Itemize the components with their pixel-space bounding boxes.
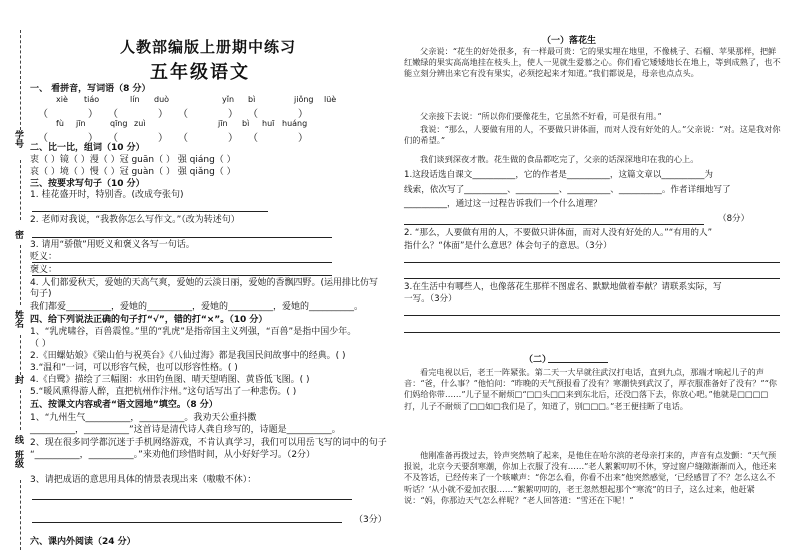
binding-strip: [8, 30, 30, 550]
reading1-title: （一）落花生: [542, 36, 597, 46]
question-text: 2. 老师对我说，“我教你怎么写作文。”（改为转述句）: [30, 215, 240, 225]
binding-line: [20, 245, 22, 305]
binding-label-name: 姓名: [13, 310, 23, 328]
fill-in-poem[interactable]: 1、“九州生气__________，__________。我劝天公重抖擞: [30, 413, 257, 423]
binding-line: [20, 390, 22, 430]
pinyin: bì: [242, 119, 250, 128]
judgement-item[interactable]: 5.“暖风熏得游人醉，直把杭州作汴州。”这句话写出了一种悲伤。( ): [30, 387, 297, 397]
reading2-paragraph: 他刚准备再拨过去，铃声突然响了起来，是他住在哈尔滨的老母亲打来的，声音有点发颤：“天气预报说，北京今天要刮寒潮，你加上衣服了没有……”老人絮絮叨叨不休，穿过窗户缝隙渐渐而入，他还来不及答话，已经传来了一个咳嗽声：“你怎么看，你看不出来”他突然感觉，‘已经感冒了不？怎么这么不听话？’从小就不爱加衣服……”絮絮叨叨的，老王忽然想起那个“寒流”的日子，这么过来，他赶紧说：“妈，你那边天气怎么样呢？”老人回答道：“雪还在下呢！”: [404, 450, 777, 505]
pinyin: xiè: [56, 95, 68, 104]
score-label: （8分）: [718, 214, 750, 224]
title-blank[interactable]: [548, 362, 608, 363]
binding-line: [20, 30, 22, 130]
compare-row-1[interactable]: 衷（ ）镜（ ）漫（ ）冠 guān（ ） 强 qiáng（ ）: [30, 155, 236, 165]
right-column: [400, 30, 788, 550]
answer-line[interactable]: [32, 522, 342, 523]
answer-line[interactable]: [404, 332, 780, 333]
answer-line[interactable]: [404, 315, 780, 316]
question-label: 贬义：: [30, 252, 58, 262]
section4-heading: 四、给下列说法正确的句子打“√”，错的打“×”。（10 分）: [30, 315, 268, 325]
section2-heading: 二、比一比，组词（10 分）: [30, 143, 145, 153]
pinyin: jīn: [76, 119, 86, 128]
question-text: 1. 桂花盛开时，特别香。(改成夸张句): [30, 190, 184, 200]
binding-label-class: 班级: [13, 450, 23, 468]
answer-line[interactable]: [404, 262, 780, 263]
question-text: 3. 请用“骄傲”用贬义和褒义各写一句话。: [30, 240, 195, 250]
binding-mark: 封: [13, 375, 23, 384]
judgement-item: 1、“乳虎啸谷，百兽震惶。”里的“乳虎”是指帝国主义列强，“百兽”是指中国少年。: [30, 327, 357, 337]
reading1-paragraph: 我们谈到深夜才散。花生做的食品都吃完了，父亲的话深深地印在我的心上。: [420, 154, 699, 164]
section5-heading: 五、按课文内容或者“语文园地”填空。（8 分）: [30, 400, 218, 410]
answer-line[interactable]: [32, 499, 352, 500]
section3-heading: 三、按要求写句子（10 分）: [30, 179, 145, 189]
fill-in-sentence[interactable]: 我们都爱__________，爱她的__________，爱她的__________，爱她的__________。: [30, 302, 364, 312]
judgement-item[interactable]: 3.“温和”一词，可以形容气候，也可以形容性格。( ): [30, 363, 238, 373]
fill-in-poem[interactable]: __________，__________”这首诗是清代诗人龚自珍写的，诗题是__________。: [30, 425, 341, 435]
pinyin: qīng: [110, 119, 128, 128]
answer-line[interactable]: [404, 278, 780, 279]
judgement-item[interactable]: 4.《白鹭》描绘了三幅图：水田钓鱼图、晴天望哨图、黄昏低飞图。( ): [30, 375, 310, 385]
question-text: 句子): [30, 289, 52, 299]
judgement-item[interactable]: 2.《田螺姑娘》《梁山伯与祝英台》《八仙过海》都是我国民间故事中的经典。( ): [30, 351, 346, 361]
pinyin: duò: [154, 95, 170, 104]
question-text: 4. 人们都爱秋天，爱她的天高气爽，爱她的云淡日丽，爱她的香飘四野。(运用排比仿写: [30, 278, 378, 288]
answer-line[interactable]: [404, 224, 704, 225]
pinyin: jiǒng: [294, 95, 314, 104]
judgement-bracket[interactable]: （ ）: [30, 339, 51, 349]
reading1-paragraph: 我说：“那么，人要做有用的人，不要做只讲体面，而对人没有好处的人。”父亲说：“对。这是我对你们的希望。”: [404, 124, 781, 146]
binding-line: [20, 480, 22, 550]
pinyin: fù: [56, 119, 64, 128]
pinyin: huī: [262, 119, 275, 128]
pinyin: bì: [248, 95, 256, 104]
reading-question: 指什么？“体面”是什么意思？体会句子的意思。（3分）: [404, 241, 612, 251]
pinyin: jīn: [218, 119, 228, 128]
reading-question[interactable]: __________，通过这一过程告诉我们一个什么道理？: [404, 199, 602, 209]
section1-heading: 一、 看拼音，写词语（8 分）: [30, 84, 151, 94]
reading1-paragraph: 父亲接下去说：“所以你们要像花生，它虽然不好看，可是很有用。”: [420, 111, 662, 121]
answer-line[interactable]: [32, 275, 332, 276]
binding-label-student-no: 学号: [13, 130, 23, 148]
page-title: 人教部编版上册期中练习: [120, 38, 297, 56]
answer-brackets[interactable]: （ ） （ ） （ ） （ ）: [38, 109, 308, 120]
left-column: [30, 32, 390, 552]
binding-mark: 线: [13, 435, 23, 444]
binding-line: [20, 335, 22, 375]
pinyin: lüè: [324, 95, 337, 104]
pinyin: huáng: [282, 119, 308, 128]
pinyin: zuì: [134, 119, 146, 128]
reading2-paragraph: 看完电视以后，老王一阵紧张。第二天一大早就往武汉打电话，直到九点，那端才响起儿子的声音：“爸，什么事？”他怕问：“昨晚的天气预报看了没有？寒潮快到武汉了，厚衣服准备好了没有？”“你们妈给你带……”儿子显不耐烦□“□□头□□来到东北后，还没□落下去，你放心吧。”他就是□□□□打，儿子不耐烦了□□如□我们是了，知道了，别□□□。”老王便挂断了电话。: [404, 367, 777, 411]
question-label: 褒义：: [30, 265, 58, 275]
reading-question: 一写。（3分）: [404, 294, 457, 304]
question-text: 3、请把成语的意思用具体的情景表现出来（嗷嗷不休）：: [30, 475, 257, 485]
pinyin: lín: [130, 95, 140, 104]
reading-question[interactable]: 线索，依次写了__________、__________、__________、__________。作者详细地写了: [404, 185, 731, 195]
pinyin: tiáo: [84, 95, 100, 104]
compare-row-2[interactable]: 哀（ ）境（ ）慢（ ）冠 guàn（ ） 强 qiǎng（ ）: [30, 167, 236, 177]
answer-brackets[interactable]: （ ） （ ） （ ） （ ）: [38, 133, 308, 144]
reading2-title: （二）: [524, 355, 552, 365]
reading-question[interactable]: 1.这段话选自课文__________，它的作者是__________，这篇文章以__________为: [404, 170, 713, 180]
reading-question: 2. “那么，人要做有用的人，不要做只讲体面，而对人没有好处的人。”“有用的人”: [404, 228, 713, 238]
fill-in-quote[interactable]: “__________，__________。”来劝他们珍惜时间，从小好好学习。（2分）: [30, 450, 316, 460]
answer-line[interactable]: [32, 211, 268, 212]
score-label: （3分）: [354, 515, 387, 525]
binding-mark: 密: [13, 230, 23, 239]
page-subtitle: 五年级语文: [150, 62, 250, 83]
answer-line[interactable]: [32, 237, 332, 238]
answer-line[interactable]: [32, 262, 332, 263]
question-text: 2、现在很多同学都沉迷于手机网络游戏，不肯认真学习，我们可以用岳飞写的词中的句子: [30, 438, 387, 448]
pinyin: yǐn: [222, 95, 235, 104]
reading-question: 3.在生活中有哪些人，也像落花生那样不图虚名、默默地做着奉献？请联系实际，写: [404, 282, 722, 292]
reading1-paragraph: 父亲说：“花生的好处很多，有一样最可贵：它的果实埋在地里，不像桃子、石榴、苹果那样，把鲜红嫩绿的果实高高地挂在枝头上，使人一见就生爱慕之心。你们看它矮矮地长在地上，等到成熟了，也不能立刻分辨出来它有没有果实，必须挖起来才知道。”我们都说是，母亲也点点头。: [404, 46, 781, 79]
binding-line: [20, 160, 22, 220]
section6-heading: 六、课内外阅读（24 分）: [30, 537, 136, 547]
